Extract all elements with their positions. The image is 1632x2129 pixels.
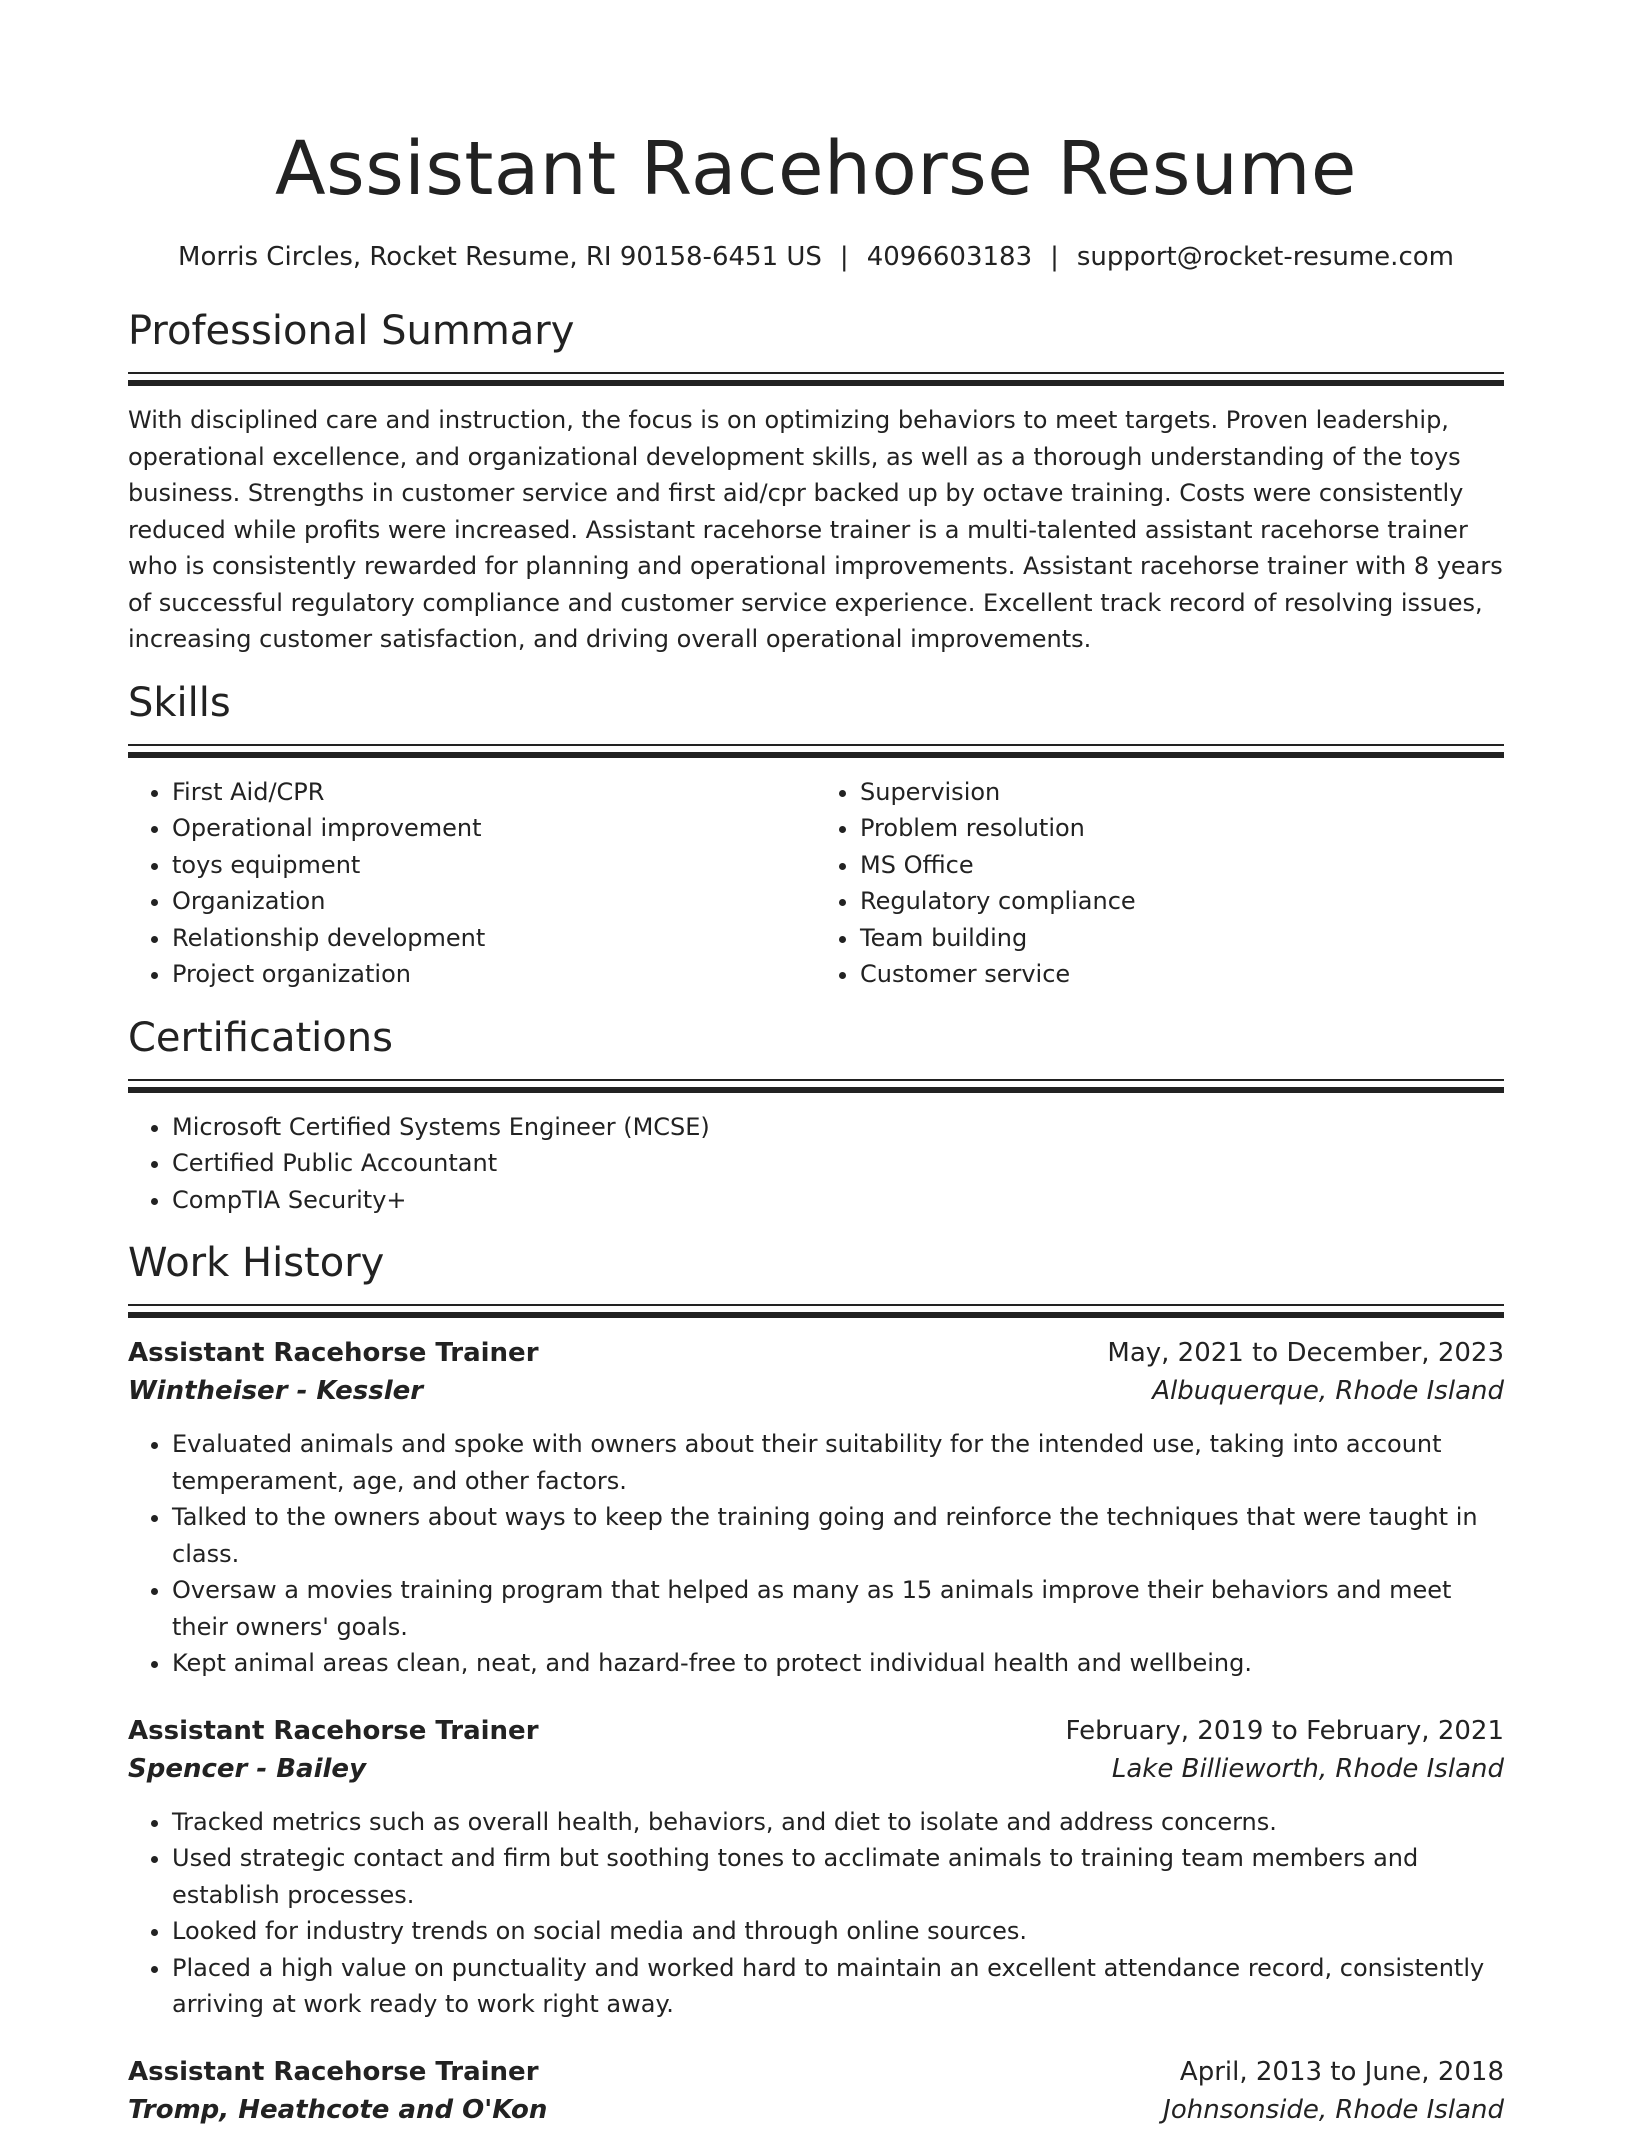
skill-item: • Operational improvement <box>172 810 816 847</box>
section-rule-thick <box>128 752 1504 758</box>
contact-phone: 4096603183 <box>866 242 1033 272</box>
certification-item: • Certified Public Accountant <box>172 1145 1504 1182</box>
job-dates: April, 2013 to June, 2018 <box>1179 2056 1504 2087</box>
job-location: Lake Billieworth, Rhode Island <box>1111 1753 1504 1784</box>
summary-text: With disciplined care and instruction, the focus is on optimizing behaviors to meet targets. Proven leadership, operational excellence, and organizational development skills, as well as a thorough understanding of the toys business. Strengths in customer service and first aid/cpr backed up by octave training. Costs were consistently reduced while profits were increased. Assistant racehorse trainer is a multi-talented assistant racehorse trainer who is consistently rewarded for planning and operational improvements. Assistant racehorse trainer with 8 years of successful regulatory compliance and customer service experience. Excellent track record of resolving issues, increasing customer satisfaction, and driving overall operational improvements. <box>128 406 1503 653</box>
certification-item: • CompTIA Security+ <box>172 1182 1504 1219</box>
skills-list-right <box>816 774 1504 993</box>
skills-grid <box>128 774 1504 993</box>
section-heading: Work History <box>128 1240 385 1286</box>
job-header <box>128 2053 1504 2091</box>
job-title: Assistant Racehorse Trainer <box>128 2056 539 2087</box>
skill-item: • Supervision <box>860 774 1504 811</box>
job-dates: February, 2019 to February, 2021 <box>1065 1715 1504 1746</box>
skills-section <box>128 678 1504 993</box>
skill-item: • Relationship development <box>172 920 816 957</box>
skill-item: • First Aid/CPR <box>172 774 816 811</box>
job-subheader <box>128 2091 1504 2129</box>
job-entry <box>128 2053 1504 2129</box>
job-header <box>128 1334 1504 1372</box>
certifications-list <box>128 1109 1504 1219</box>
section-rule-thick <box>128 1312 1504 1318</box>
job-title: Assistant Racehorse Trainer <box>128 1338 539 1368</box>
skill-item: • toys equipment <box>172 847 816 884</box>
job-bullet: • Tracked metrics such as overall health, behaviors, and diet to isolate and address concerns. <box>172 1804 1504 1841</box>
job-bullet: • Used strategic contact and firm but soothing tones to acclimate animals to training team members and establish processes. <box>172 1840 1504 1913</box>
job-subheader <box>128 1372 1504 1410</box>
work-history-section <box>128 1238 1504 2129</box>
contact-separator: | <box>1050 242 1059 272</box>
skill-item: • MS Office <box>860 847 1504 884</box>
section-heading: Skills <box>128 679 231 726</box>
skill-item: • Customer service <box>860 956 1504 993</box>
section-heading: Certifications <box>128 1014 393 1061</box>
job-subheader <box>128 1750 1504 1788</box>
job-bullet: • Evaluated animals and spoke with owners about their suitability for the intended use, taking into account temperament, age, and other factors. <box>172 1426 1504 1499</box>
job-bullet: • Kept animal areas clean, neat, and hazard-free to protect individual health and wellbeing. <box>172 1645 1504 1682</box>
resume-title: Assistant Racehorse Resume <box>275 126 1357 212</box>
skill-item: • Organization <box>172 883 816 920</box>
section-heading: Professional Summary <box>128 308 575 354</box>
certifications-section <box>128 1013 1504 1219</box>
section-rule <box>128 744 1504 746</box>
skill-item: • Team building <box>860 920 1504 957</box>
skills-list-left <box>128 774 816 993</box>
skill-item: • Project organization <box>172 956 816 993</box>
job-location: Johnsonside, Rhode Island <box>1163 2094 1504 2125</box>
job-dates: May, 2021 to December, 2023 <box>1107 1338 1504 1368</box>
certification-item: • Microsoft Certified Systems Engineer (MCSE) <box>172 1109 1504 1146</box>
contact-separator: | <box>839 242 849 272</box>
section-rule <box>128 372 1504 374</box>
section-rule <box>128 1304 1504 1306</box>
contact-address: Morris Circles, Rocket Resume, RI 90158-6451 US <box>178 242 822 272</box>
job-company: Wintheiser - Kessler <box>128 1376 424 1406</box>
job-bullets <box>128 1804 1504 2023</box>
job-location: Albuquerque, Rhode Island <box>1152 1376 1504 1406</box>
job-entry <box>128 1334 1504 1682</box>
job-bullet: • Placed a high value on punctuality and worked hard to maintain an excellent attendance record, consistently arriving at work ready to work right away. <box>172 1950 1504 2023</box>
job-entry <box>128 1712 1504 2023</box>
summary-section <box>128 306 1504 658</box>
skill-item: • Problem resolution <box>860 810 1504 847</box>
job-company: Spencer - Bailey <box>128 1753 367 1784</box>
section-rule-thick <box>128 1087 1504 1093</box>
job-bullet: • Talked to the owners about ways to keep the training going and reinforce the techniques that were taught in class. <box>172 1499 1504 1572</box>
job-title: Assistant Racehorse Trainer <box>128 1715 539 1746</box>
contact-line <box>128 240 1504 274</box>
job-bullet: • Oversaw a movies training program that helped as many as 15 animals improve their behaviors and meet their owners' goals. <box>172 1572 1504 1645</box>
section-rule <box>128 1079 1504 1081</box>
contact-email: support@rocket-resume.com <box>1076 242 1454 272</box>
job-header <box>128 1712 1504 1750</box>
job-bullets <box>128 1426 1504 1682</box>
skill-item: • Regulatory compliance <box>860 883 1504 920</box>
job-bullet: • Looked for industry trends on social media and through online sources. <box>172 1913 1504 1950</box>
section-rule-thick <box>128 380 1504 386</box>
job-company: Tromp, Heathcote and O'Kon <box>128 2094 548 2125</box>
